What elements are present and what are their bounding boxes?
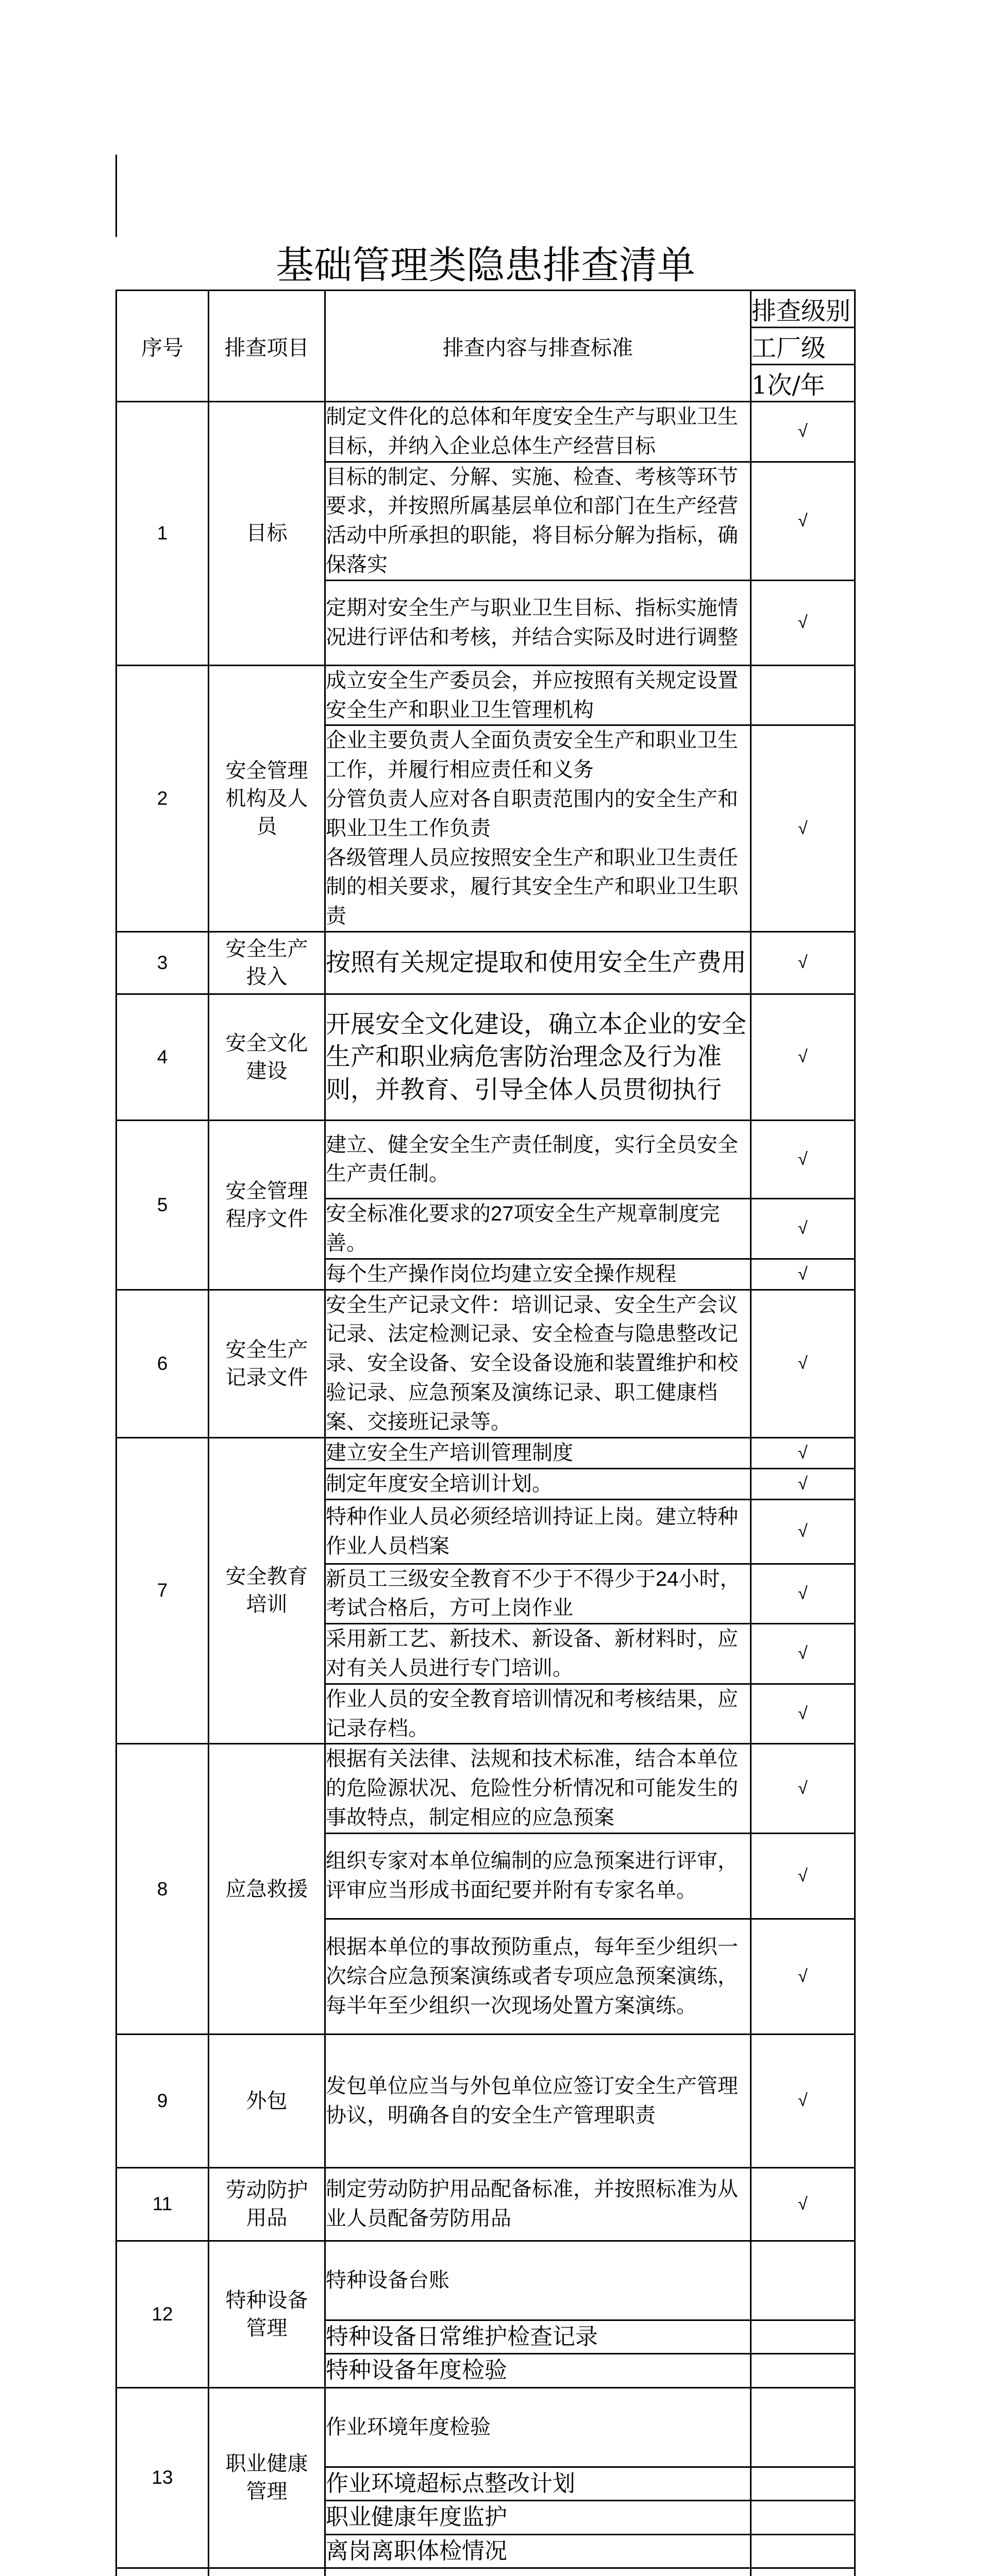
check-mark (751, 2501, 855, 2534)
check-mark: √ (751, 1499, 855, 1564)
check-content: 新员工三级安全教育不少于不得少于24小时，考试合格后，方可上岗作业 (325, 1564, 751, 1624)
check-content: 安全标准化要求的27项安全生产规章制度完善。 (325, 1198, 751, 1259)
check-mark: √ (751, 402, 855, 462)
check-item-name: 特种设备 管理 (209, 2241, 325, 2387)
check-mark: √ (751, 931, 855, 994)
check-content: 根据本单位的事故预防重点，每年至少组织一次综合应急预案演练或者专项应急预案演练，每半年至少组织一次现场处置方案演练。 (325, 1919, 751, 2034)
check-content: 作业人员的安全教育培训情况和考核结果，应记录存档。 (325, 1684, 751, 1744)
header-item: 排查项目 (209, 291, 325, 402)
item-number: 3 (116, 931, 209, 994)
item-number: 2 (116, 665, 209, 931)
check-mark: √ (751, 2034, 855, 2167)
item-number: 7 (116, 1437, 209, 1744)
header-seq: 序号 (116, 291, 209, 402)
check-mark: √ (751, 1684, 855, 1744)
check-content: 企业主要负责人全面负责安全生产和职业卫生工作，并履行相应责任和义务 分管负责人应对各自职责范围内的安全生产和职业卫生工作负责 各级管理人员应按照安全生产和职业卫生责任制的相关要求，履行其安全生产和职业卫生职责 (325, 725, 751, 932)
check-content: 组织专家对本单位编制的应急预案进行评审，评审应当形成书面纪要并附有专家名单。 (325, 1833, 751, 1919)
table-row (116, 2034, 855, 2167)
check-item-name: 安全生产 投入 (209, 931, 325, 994)
item-number: 9 (116, 2034, 209, 2167)
check-content: 离岗离职体检情况 (325, 2534, 751, 2568)
table-row (116, 2241, 855, 2320)
item-number: 5 (116, 1120, 209, 1290)
check-item-name: 劳动防护 用品 (209, 2167, 325, 2241)
checklist-body (116, 402, 855, 2576)
check-item-name: 安全生产 记录文件 (209, 1290, 325, 1437)
check-content: 作业环境年度检验 (325, 2387, 751, 2467)
check-content: 特种设备年度检验 (325, 2354, 751, 2387)
check-content: 特种设备台账 (325, 2241, 751, 2320)
check-mark (751, 2320, 855, 2353)
table-row (116, 994, 855, 1120)
check-mark (751, 2467, 855, 2500)
table-row (116, 2167, 855, 2241)
check-mark: √ (751, 1437, 855, 1468)
header-level-label: 排查级别 (751, 291, 855, 328)
table-row (116, 931, 855, 994)
table-row (116, 1437, 855, 1468)
check-content: 定期对安全生产与职业卫生目标、指标实施情况进行评估和考核，并结合实际及时进行调整 (325, 580, 751, 665)
check-mark: √ (751, 1564, 855, 1624)
table-row (116, 665, 855, 725)
item-number: 8 (116, 1744, 209, 2034)
check-content: 职业健康年度监护 (325, 2501, 751, 2534)
check-mark: √ (751, 1290, 855, 1437)
check-mark (751, 2387, 855, 2467)
check-content: 制定劳动防护用品配备标准，并按照标准为从业人员配备劳防用品 (325, 2167, 751, 2241)
page-title: 基础管理类隐患排查清单 (116, 235, 855, 291)
table-row (116, 2387, 855, 2467)
check-mark: √ (751, 1624, 855, 1684)
check-content: 目标的制定、分解、实施、检查、考核等环节要求，并按照所属基层单位和部门在生产经营活动中所承担的职能，将目标分解为指标，确保落实 (325, 462, 751, 580)
table-row (116, 1744, 855, 1833)
header-level: 工厂级 (751, 328, 855, 365)
check-content: 根据有关法律、法规和技术标准，结合本单位的危险源状况、危险性分析情况和可能发生的事故特点，制定相应的应急预案 (325, 1744, 751, 1833)
check-content: 成立安全生产委员会，并应按照有关规定设置安全生产和职业卫生管理机构 (325, 665, 751, 725)
check-item-name: 安全管理 机构及人 员 (209, 665, 325, 931)
check-content: 建立安全生产培训管理制度 (325, 1437, 751, 1468)
checklist-table (115, 235, 856, 2576)
check-item-name: 外包 (209, 2034, 325, 2167)
check-content: 每个生产操作岗位均建立安全操作规程 (325, 1259, 751, 1290)
item-number: 12 (116, 2241, 209, 2387)
item-number: 4 (116, 994, 209, 1120)
check-item-name: 安全管理 程序文件 (209, 1120, 325, 1290)
sheet-left-border (115, 155, 117, 237)
item-number (116, 2568, 209, 2576)
check-item-name: 安全教育 培训 (209, 1437, 325, 1744)
check-content: 特种作业人员必须经培训持证上岗。建立特种作业人员档案 (325, 1499, 751, 1564)
check-item-name (209, 2568, 325, 2576)
check-content: 作业环境超标点整改计划 (325, 2467, 751, 2500)
check-mark: √ (751, 725, 855, 932)
check-content (325, 2568, 751, 2576)
check-content: 按照有关规定提取和使用安全生产费用 (325, 931, 751, 994)
check-content: 建立、健全安全生产责任制度，实行全员安全生产责任制。 (325, 1120, 751, 1198)
check-mark: √ (751, 1919, 855, 2034)
check-mark: √ (751, 1120, 855, 1198)
check-mark: √ (751, 994, 855, 1120)
check-item-name: 安全文化 建设 (209, 994, 325, 1120)
check-mark (751, 2354, 855, 2387)
check-item-name: 职业健康 管理 (209, 2387, 325, 2568)
check-mark: √ (751, 1744, 855, 1833)
check-item-name: 目标 (209, 402, 325, 666)
check-content: 特种设备日常维护检查记录 (325, 2320, 751, 2353)
check-mark: √ (751, 1198, 855, 1259)
item-number: 13 (116, 2387, 209, 2568)
check-mark: √ (751, 462, 855, 580)
check-content: 制定年度安全培训计划。 (325, 1468, 751, 1499)
table-row (116, 1120, 855, 1198)
check-content: 发包单位应当与外包单位应签订安全生产管理协议，明确各自的安全生产管理职责 (325, 2034, 751, 2167)
header-content: 排查内容与排查标准 (325, 291, 751, 402)
table-row (116, 2568, 855, 2576)
item-number: 6 (116, 1290, 209, 1437)
check-mark: √ (751, 1833, 855, 1919)
header-frequency: 1次/年 (751, 365, 855, 402)
check-mark: √ (751, 2167, 855, 2241)
check-mark (751, 2241, 855, 2320)
check-mark: √ (751, 1468, 855, 1499)
table-row (116, 1290, 855, 1437)
check-mark (751, 2568, 855, 2576)
check-content: 采用新工艺、新技术、新设备、新材料时，应对有关人员进行专门培训。 (325, 1624, 751, 1684)
check-mark (751, 2534, 855, 2568)
check-item-name: 应急救援 (209, 1744, 325, 2034)
check-mark: √ (751, 1259, 855, 1290)
check-content: 制定文件化的总体和年度安全生产与职业卫生目标，并纳入企业总体生产经营目标 (325, 402, 751, 462)
item-number: 11 (116, 2167, 209, 2241)
check-content: 安全生产记录文件：培训记录、安全生产会议记录、法定检测记录、安全检查与隐患整改记录、安全设备、安全设备设施和装置维护和校验记录、应急预案及演练记录、职工健康档案、交接班记录等。 (325, 1290, 751, 1437)
check-content: 开展安全文化建设，确立本企业的安全生产和职业病危害防治理念及行为准则，并教育、引导全体人员贯彻执行 (325, 994, 751, 1120)
check-mark (751, 665, 855, 725)
item-number: 1 (116, 402, 209, 666)
check-mark: √ (751, 580, 855, 665)
table-row (116, 402, 855, 462)
